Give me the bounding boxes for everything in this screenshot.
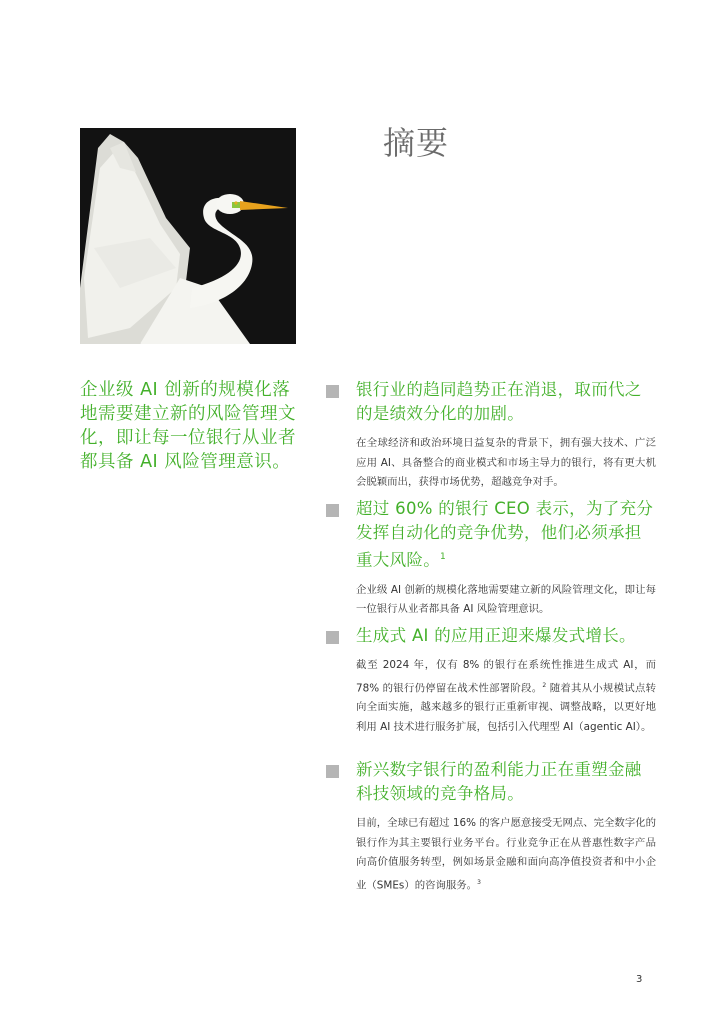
- egret-photo: [80, 128, 296, 344]
- section-heading: 新兴数字银行的盈利能力正在重塑金融科技领域的竞争格局。: [356, 760, 642, 803]
- summary-section: [326, 378, 656, 493]
- footnote-marker: 2: [542, 681, 547, 689]
- square-bullet-icon: [326, 765, 339, 778]
- section-body-text-continued: 随着其从小规模试点转向全面实施，越来越多的银行正重新审视、调整战略，以更好地利用 AI 技术进行服务扩展，包括引入代理型 AI（agentic AI）。: [356, 681, 656, 733]
- section-body: [356, 814, 656, 895]
- footnote-marker: 3: [477, 878, 481, 886]
- section-body-text: 目前，全球已有超过 16% 的客户愿意接受无网点、完全数字化的银行作为其主要银行业务平台。行业竞争正在从普惠性数字产品向高价值服务转型，例如场景金融和面向高净值投资者和中小企业（SMEs）的咨询服务。: [356, 817, 656, 891]
- section-heading: 生成式 AI 的应用正迎来爆发式增长。: [356, 626, 636, 645]
- section-body-text: 截至 2024 年，仅有 8% 的银行在系统性推进生成式 AI，而 78% 的银行仍停留在战术性部署阶段。: [356, 659, 656, 694]
- summary-section: [326, 758, 656, 895]
- section-body: [356, 656, 656, 737]
- section-heading: [356, 497, 656, 573]
- page-title: 摘要: [383, 124, 450, 162]
- summary-section: [326, 624, 656, 737]
- section-body: 企业级 AI 创新的规模化落地需要建立新的风险管理文化，即让每一位银行从业者都具备 AI 风险管理意识。: [356, 583, 656, 615]
- pull-quote: 企业级 AI 创新的规模化落地需要建立新的风险管理文化，即让每一位银行从业者都具备 AI 风险管理意识。: [80, 380, 296, 472]
- section-body: 在全球经济和政治环境日益复杂的背景下，拥有强大技术、广泛应用 AI、具备整合的商业模式和市场主导力的银行，将有更大机会脱颖而出，获得市场优势，超越竞争对手。: [356, 437, 656, 488]
- footnote-marker: 1: [440, 552, 447, 562]
- square-bullet-icon: [326, 385, 339, 398]
- section-heading-text: 超过 60% 的银行 CEO 表示，为了充分发挥自动化的竞争优势，他们必须承担重大风险。: [356, 499, 654, 570]
- page-number: 3: [636, 974, 643, 985]
- summary-section: [326, 497, 656, 620]
- square-bullet-icon: [326, 631, 339, 644]
- square-bullet-icon: [326, 504, 339, 517]
- section-heading: 银行业的趋同趋势正在消退，取而代之的是绩效分化的加剧。: [356, 380, 642, 423]
